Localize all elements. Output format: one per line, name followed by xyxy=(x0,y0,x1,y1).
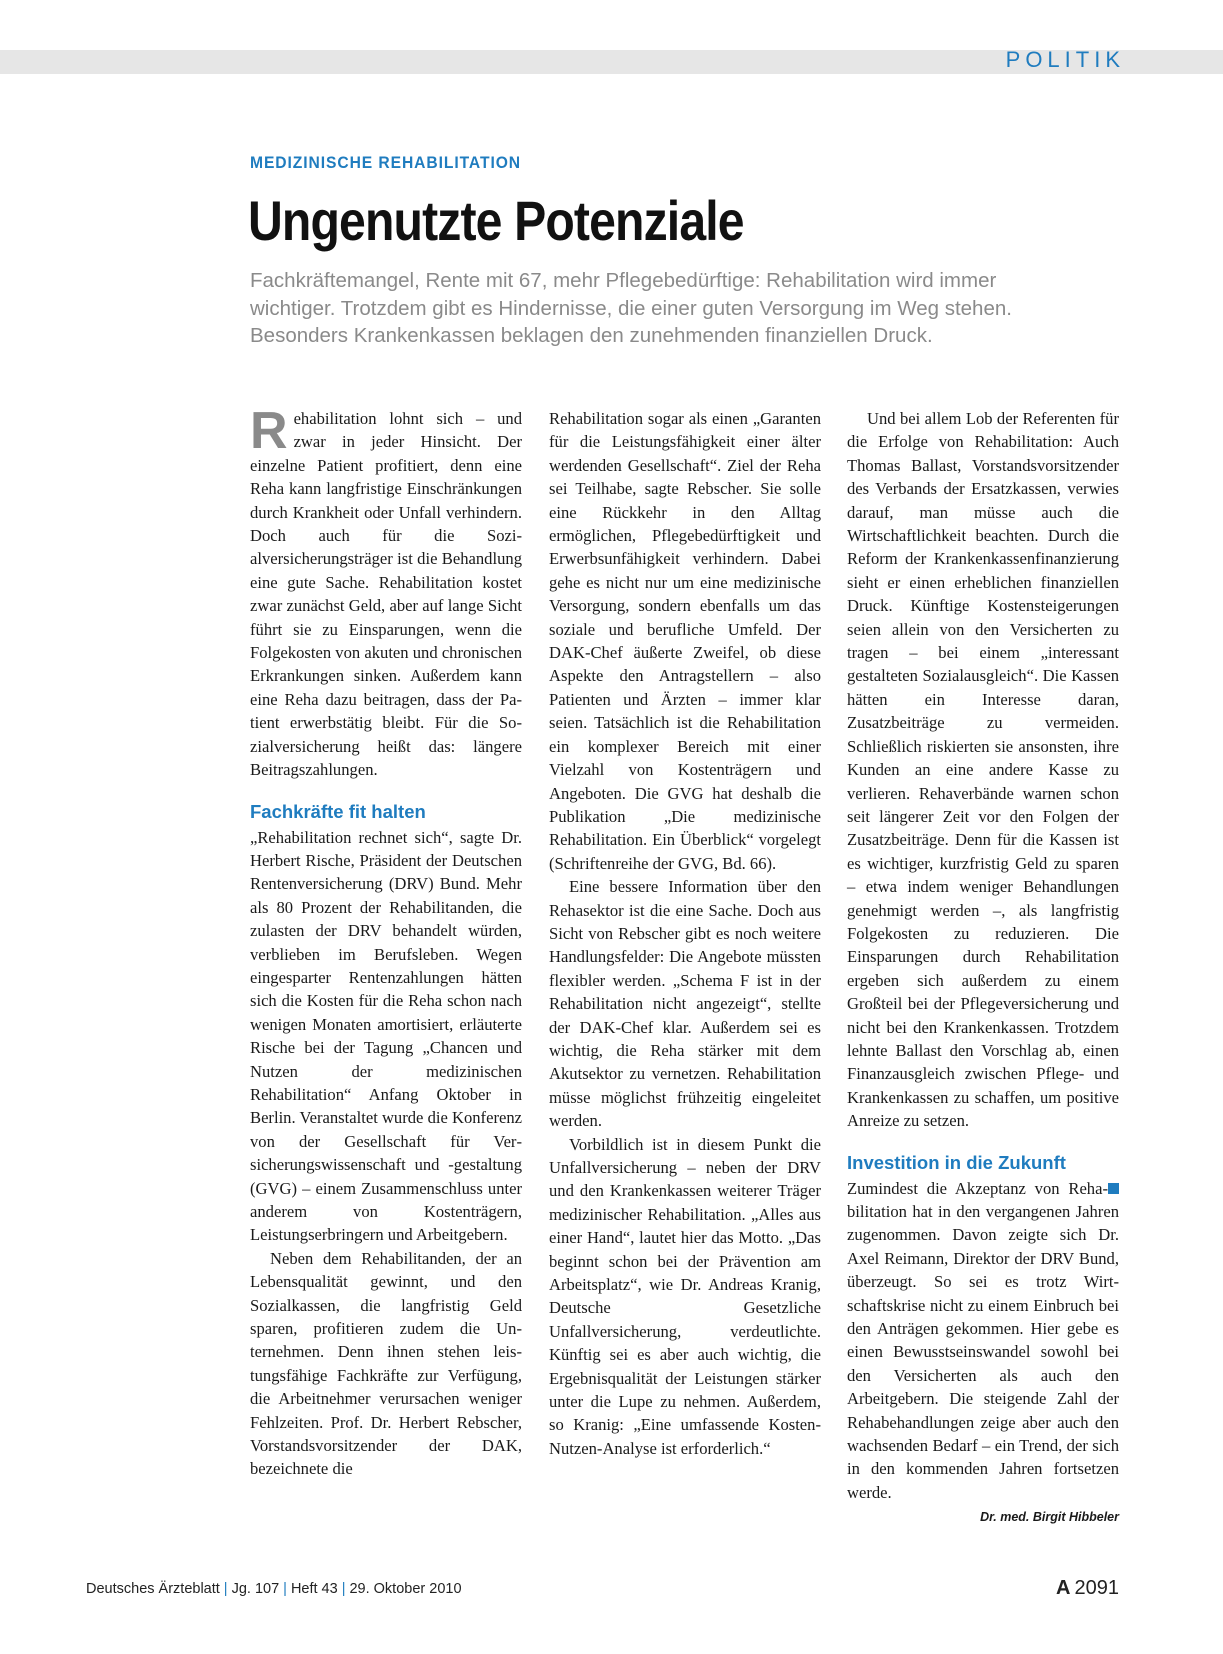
paragraph: Vorbildlich ist in diesem Punkt die Unfallversicherung – neben der DRV und den Krankenkassen weiterer Träger medizinischer Rehabilitation. „Alles aus einer Hand“, lautet hier das Motto. „Das beginnt schon bei der Prävention am Arbeitsplatz“, wie Dr. Andreas Kranig, Deutsche Gesetzliche Unfallversicherung, verdeutlichte. Künftig sei es aber auch wichtig, die Ergebnisqualität der Leistungen stärker unter die Lupe zu nehmen. Außerdem, so Kranig: „Eine umfassende Kosten-Nutzen-Analyse ist erforderlich.“ xyxy=(549,1134,821,1458)
lead-line: Besonders Krankenkassen beklagen den zunehmenden finanziellen Druck. xyxy=(250,324,933,347)
volume: Jg. 107 xyxy=(231,1581,280,1597)
page-number-value: 2091 xyxy=(1074,1577,1119,1599)
separator: | xyxy=(223,1581,228,1597)
paragraph: Eine bessere Information über den Rehasektor ist die eine Sache. Doch aus Sicht von Rebscher gibt es noch weitere Handlungsfelder: Die Angebote müssten flexibler werden. „Schema F ist in der Rehabilitation nicht angezeigt“, stellte der DAK-Chef klar. Außerdem sei es wichtig, die Reha stärker mit dem Akutsektor zu vernetzen. Rehabilitation müsse möglichst frühzeitig eingeleitet werden. xyxy=(549,877,821,1131)
paragraph: Neben dem Rehabilitanden, der an Lebensqualität gewinnt, und den Sozialkassen, die langfristig Geld sparen, profitieren zudem die Unternehmen. Denn ihnen stehen leistungsfähige Fachkräfte zur Verfügung, die Arbeitnehmer verursachen weniger Fehlzeiten. Prof. Dr. Herbert Rebscher, Vorstandsvorsitzender der DAK, bezeichnete die xyxy=(250,1248,522,1479)
lead-line: wichtiger. Trotzdem gibt es Hindernisse, die einer guten Versorgung im Weg stehen. xyxy=(250,296,1012,320)
separator: | xyxy=(283,1581,287,1597)
lead-paragraph xyxy=(250,267,1130,350)
paragraph: „Rehabilitation rechnet sich“, sagte Dr. Herbert Rische, Präsident der Deutschen Rentenversicherung (DRV) Bund. Mehr als 80 Prozent der Rehabilitanden, die zulasten der DRV behandelt würden, verblieben im Berufsleben. Wegen eingesparter Rentenzahlungen hätten sich die Kosten für die Reha schon nach wenigen Monaten amortisiert, erläuterte Rische bei der Tagung „Chancen und Nutzen der medizinischen Rehabilitation“ Anfang Oktober in Berlin. Veranstaltet wurde die Konferenz von der Gesellschaft für Versicherungswissenschaft und -gestaltung (GVG) – einem Zusammenschluss unter anderem von Kostenträgern, Leistungserbringern und Arbeitgebern. xyxy=(250,827,523,1245)
paragraph: Rehabilitation sogar als einen „Garanten für die Leistungsfähigkeit einer älter werdenden Gesellschaft“. Ziel der Reha sei Teilhabe, sagte Rebscher. Sie solle eine Rückkehr in den Alltag ermöglichen, Pflegebedürftigkeit und Erwerbsunfähigkeit verhindern. Dabei gehe es nicht nur um eine medizinische Versorgung, sondern ebenfalls um das soziale und berufliche Umfeld. Der DAK-Chef äußerte Zweifel, ob diese Aspekte den Antragstellern – also Patienten und Ärzten – immer klar seien. Tatsächlich ist die Rehabilitation ein komplexer Bereich mit einer Vielzahl von Kostenträgern und Angeboten. Die GVG hat deshalb die Publikation „Die medizinische Rehabilitation. Ein Überblick“ vorgelegt (Schriftenreihe der GVG, Bd. 66). xyxy=(549,409,821,873)
paragraph: Und bei allem Lob der Referenten für die Erfolge von Rehabilitation: Auch Thomas Ballast, Vorstandsvorsitzender des Verbands der Ersatzkassen, verwies darauf, man müsse auch die Wirtschaftlichkeit beachten. Durch die Reform der Krankenkassenfinanzierung sieht er einen erheblichen finanziellen Druck. Künftige Kostensteigerungen seien allein von den Versicherten zu tragen – bei einem „interessant gestalteten Sozialausgleich“. Die Kassen hätten ein Interesse daran, Zusatzbeiträge zu vermeiden. Schließlich riskierten sie ansonsten, ihre Kunden an eine andere Kasse zu verlieren. Rehaverbände warnen schon seit längerer Zeit vor den Folgen der Zusatzbeiträge. Denn für die Kassen ist es wichtiger, kurzfristig Geld zu sparen – etwa indem weniger Behandlungen genehmigt werden –, als langfristig Folgekosten zu reduzieren. Die Einsparungen durch Rehabilitation ergeben sich außerdem zu einem Großteil bei der Pflegeversicherung und nicht bei den Krankenkassen. Trotzdem lehnte Ballast den Vorschlag ab, einen Finanzausgleich zwischen Pflege- und Krankenkassen zu schaffen, um positive Anreize zu setzen. xyxy=(847,409,1119,1131)
separator: | xyxy=(341,1581,346,1597)
headline: Ungenutzte Potenziale xyxy=(248,189,744,252)
drop-cap: R xyxy=(250,402,288,460)
column-3 xyxy=(847,407,1119,1530)
paragraph xyxy=(847,1177,1119,1505)
author-byline: Dr. med. Birgit Hibbeler xyxy=(980,1510,1119,1525)
section-label: POLITIK xyxy=(1005,47,1125,72)
column-1 xyxy=(250,402,523,1481)
paragraph-text: Zumindest die Akzeptanz von Rehabilitation hat in den vergangenen Jahren zugenommen. Davon zeigte sich Dr. Axel Reimann, Direktor der DRV Bund, überzeugt. So sei es trotz Wirtschaftskrise nicht zu einem Einbruch bei den Anträgen gekommen. Hier gebe es einen Bewusstseinswandel sowohl bei den Versicherten als auch den Arbeitgebern. Die steigende Zahl der Rehabehandlungen zeige aber auch den wachsenden Bedarf – ein Trend, der sich in den kommenden Jahren fortsetzen werde. xyxy=(847,1178,1119,1502)
lead-line: Fachkräftemangel, Rente mit 67, mehr Pflegebedürftige: Rehabilitation wird immer xyxy=(250,269,997,292)
issue: Heft 43 xyxy=(290,1581,338,1597)
paragraph-text: ehabilitation lohnt sich – und zwar in jeder Hinsicht. Der einzelne Patient profitiert, denn eine Reha kann langfristige Einschränkungen durch Krankheit oder Unfall verhindern. Doch auch für die Sozialversicherungsträger ist die Behandlung eine gute Sache. Rehabilitation kostet zwar zunächst Geld, aber auf lange Sicht führt sie zu Einsparungen, wenn die Folgekosten von akuten und chronischen Erkrankungen sinken. Außerdem kann eine Reha dazu beitragen, dass der Patient erwerbstätig bleibt. Für die Sozialversicherung heißt das: längere Beitragszahlungen. xyxy=(250,409,522,780)
footer xyxy=(86,1581,462,1597)
page-prefix: A xyxy=(1056,1577,1071,1599)
issue-date: 29. Oktober 2010 xyxy=(349,1581,462,1597)
column-2 xyxy=(549,407,821,1460)
kicker: MEDIZINISCHE REHABILITATION xyxy=(250,153,522,172)
subheading: Investition in die Zukunft xyxy=(847,1151,1066,1173)
paragraph xyxy=(250,402,522,782)
subheading: Fachkräfte fit halten xyxy=(250,800,426,822)
page-number xyxy=(1056,1577,1119,1600)
end-mark-icon xyxy=(1108,1183,1119,1194)
journal-name: Deutsches Ärzteblatt xyxy=(86,1581,220,1597)
